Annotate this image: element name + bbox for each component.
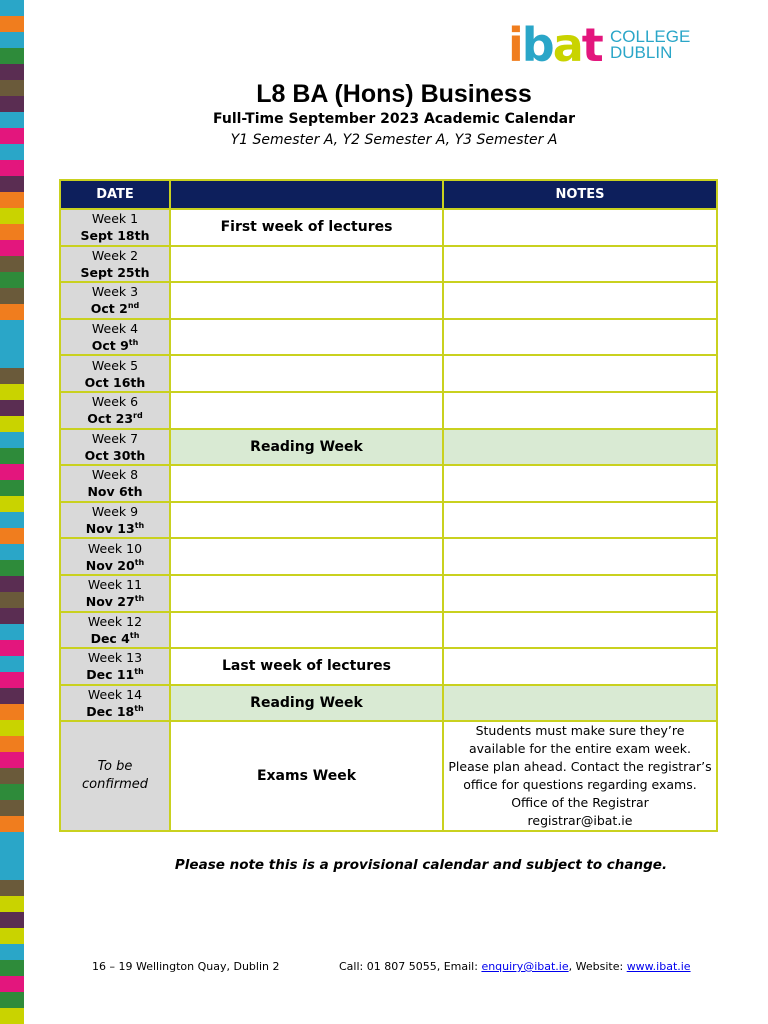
week-date: Dec 18th: [86, 704, 144, 720]
date-cell: [60, 392, 170, 429]
table-row: [60, 538, 717, 575]
week-date: Oct 23rd: [87, 411, 143, 427]
footer-address: 16 – 19 Wellington Quay, Dublin 2: [92, 960, 280, 973]
week-label: Week 10: [87, 540, 143, 556]
table-row: [60, 319, 717, 356]
event-cell: Reading Week: [170, 429, 443, 466]
week-date: Nov 13th: [85, 521, 145, 537]
event-cell: First week of lectures: [170, 209, 443, 246]
table-header-row: [60, 180, 717, 209]
date-cell: [60, 538, 170, 575]
week-date: Sept 18th: [80, 228, 150, 244]
table-row: [60, 392, 717, 429]
week-date: Dec 4th: [90, 630, 140, 646]
table-row: [60, 429, 717, 466]
exam-note-line: Office of the Registrar: [511, 795, 649, 811]
academic-calendar-table: [59, 179, 718, 832]
date-cell: [60, 502, 170, 539]
logo-mark: ibat: [508, 18, 602, 72]
exam-event-cell: Exams Week: [170, 721, 443, 831]
notes-cell: [443, 575, 717, 612]
event-cell: Last week of lectures: [170, 648, 443, 685]
notes-cell: [443, 246, 717, 283]
event-cell: Reading Week: [170, 685, 443, 722]
table-row-exams: [60, 721, 717, 831]
exam-date-cell: [60, 721, 170, 831]
provisional-disclaimer: Please note this is a provisional calendar and subject to change.: [174, 857, 668, 873]
exam-notes-cell: [443, 721, 717, 831]
week-date: Oct 2nd: [90, 301, 140, 317]
table-row: [60, 209, 717, 246]
week-label: Week 11: [87, 577, 143, 593]
event-cell: [170, 355, 443, 392]
notes-cell: [443, 612, 717, 649]
table-row: [60, 612, 717, 649]
event-cell: [170, 319, 443, 356]
date-cell: [60, 209, 170, 246]
notes-cell: [443, 282, 717, 319]
date-cell: [60, 685, 170, 722]
table-row: [60, 282, 717, 319]
event-cell: [170, 465, 443, 502]
table-row: [60, 465, 717, 502]
date-cell: [60, 575, 170, 612]
date-cell: [60, 246, 170, 283]
page-title: L8 BA (Hons) Business: [256, 80, 532, 108]
event-cell: [170, 246, 443, 283]
week-date: Nov 27th: [85, 594, 145, 610]
notes-cell: [443, 429, 717, 466]
notes-cell: [443, 648, 717, 685]
week-label: Week 6: [91, 394, 139, 410]
notes-cell: [443, 538, 717, 575]
footer-email-link[interactable]: enquiry@ibat.ie: [481, 960, 569, 973]
week-date: Oct 30th: [84, 447, 146, 463]
table-row: [60, 685, 717, 722]
notes-cell: [443, 392, 717, 429]
exam-note-line: Please plan ahead. Contact the registrar’s: [448, 759, 712, 775]
semester-line: Y1 Semester A, Y2 Semester A, Y3 Semester A: [230, 132, 558, 148]
exam-date-line: To be: [97, 759, 133, 775]
week-label: Week 13: [87, 650, 143, 666]
column-header-date: DATE: [60, 180, 170, 209]
event-cell: [170, 282, 443, 319]
exam-note-line: registrar@ibat.ie: [527, 813, 633, 829]
table-row: [60, 648, 717, 685]
table-row: [60, 246, 717, 283]
table-row: [60, 502, 717, 539]
week-label: Week 5: [91, 357, 139, 373]
event-cell: [170, 392, 443, 429]
week-label: Week 8: [91, 467, 139, 483]
date-cell: [60, 355, 170, 392]
week-date: Nov 20th: [85, 557, 145, 573]
footer-contact: Call: 01 807 5055, Email: enquiry@ibat.ie, Website: www.ibat.ie: [339, 960, 691, 973]
week-date: Dec 11th: [86, 667, 144, 683]
week-label: Week 9: [91, 504, 139, 520]
week-date: Nov 6th: [87, 484, 143, 500]
exam-note-line: Students must make sure they’re: [475, 723, 685, 739]
week-label: Week 3: [91, 284, 139, 300]
exam-date-line: confirmed: [82, 777, 148, 793]
week-label: Week 2: [91, 247, 139, 263]
event-cell: [170, 502, 443, 539]
logo-text: COLLEGE DUBLIN: [610, 27, 691, 62]
week-label: Week 1: [91, 211, 139, 227]
event-cell: [170, 612, 443, 649]
notes-cell: [443, 209, 717, 246]
date-cell: [60, 612, 170, 649]
event-cell: [170, 538, 443, 575]
week-label: Week 7: [91, 430, 139, 446]
table-row: [60, 355, 717, 392]
notes-cell: [443, 355, 717, 392]
date-cell: [60, 429, 170, 466]
column-header-event: [170, 180, 443, 209]
week-date: Oct 16th: [84, 374, 146, 390]
week-date: Oct 9th: [91, 338, 139, 354]
column-header-notes: NOTES: [443, 180, 717, 209]
exam-note-line: available for the entire exam week.: [468, 741, 692, 757]
notes-cell: [443, 465, 717, 502]
date-cell: [60, 319, 170, 356]
notes-cell: [443, 502, 717, 539]
notes-cell: [443, 685, 717, 722]
week-label: Week 12: [87, 613, 143, 629]
calendar-subtitle: Full-Time September 2023 Academic Calendar: [212, 111, 575, 127]
week-label: Week 14: [87, 687, 143, 703]
week-date: Sept 25th: [80, 264, 150, 280]
event-cell: [170, 575, 443, 612]
exam-note-line: office for questions regarding exams.: [463, 777, 697, 793]
date-cell: [60, 465, 170, 502]
table-row: [60, 575, 717, 612]
notes-cell: [443, 319, 717, 356]
date-cell: [60, 282, 170, 319]
footer-website-link[interactable]: www.ibat.ie: [626, 960, 691, 973]
date-cell: [60, 648, 170, 685]
week-label: Week 4: [91, 321, 139, 337]
